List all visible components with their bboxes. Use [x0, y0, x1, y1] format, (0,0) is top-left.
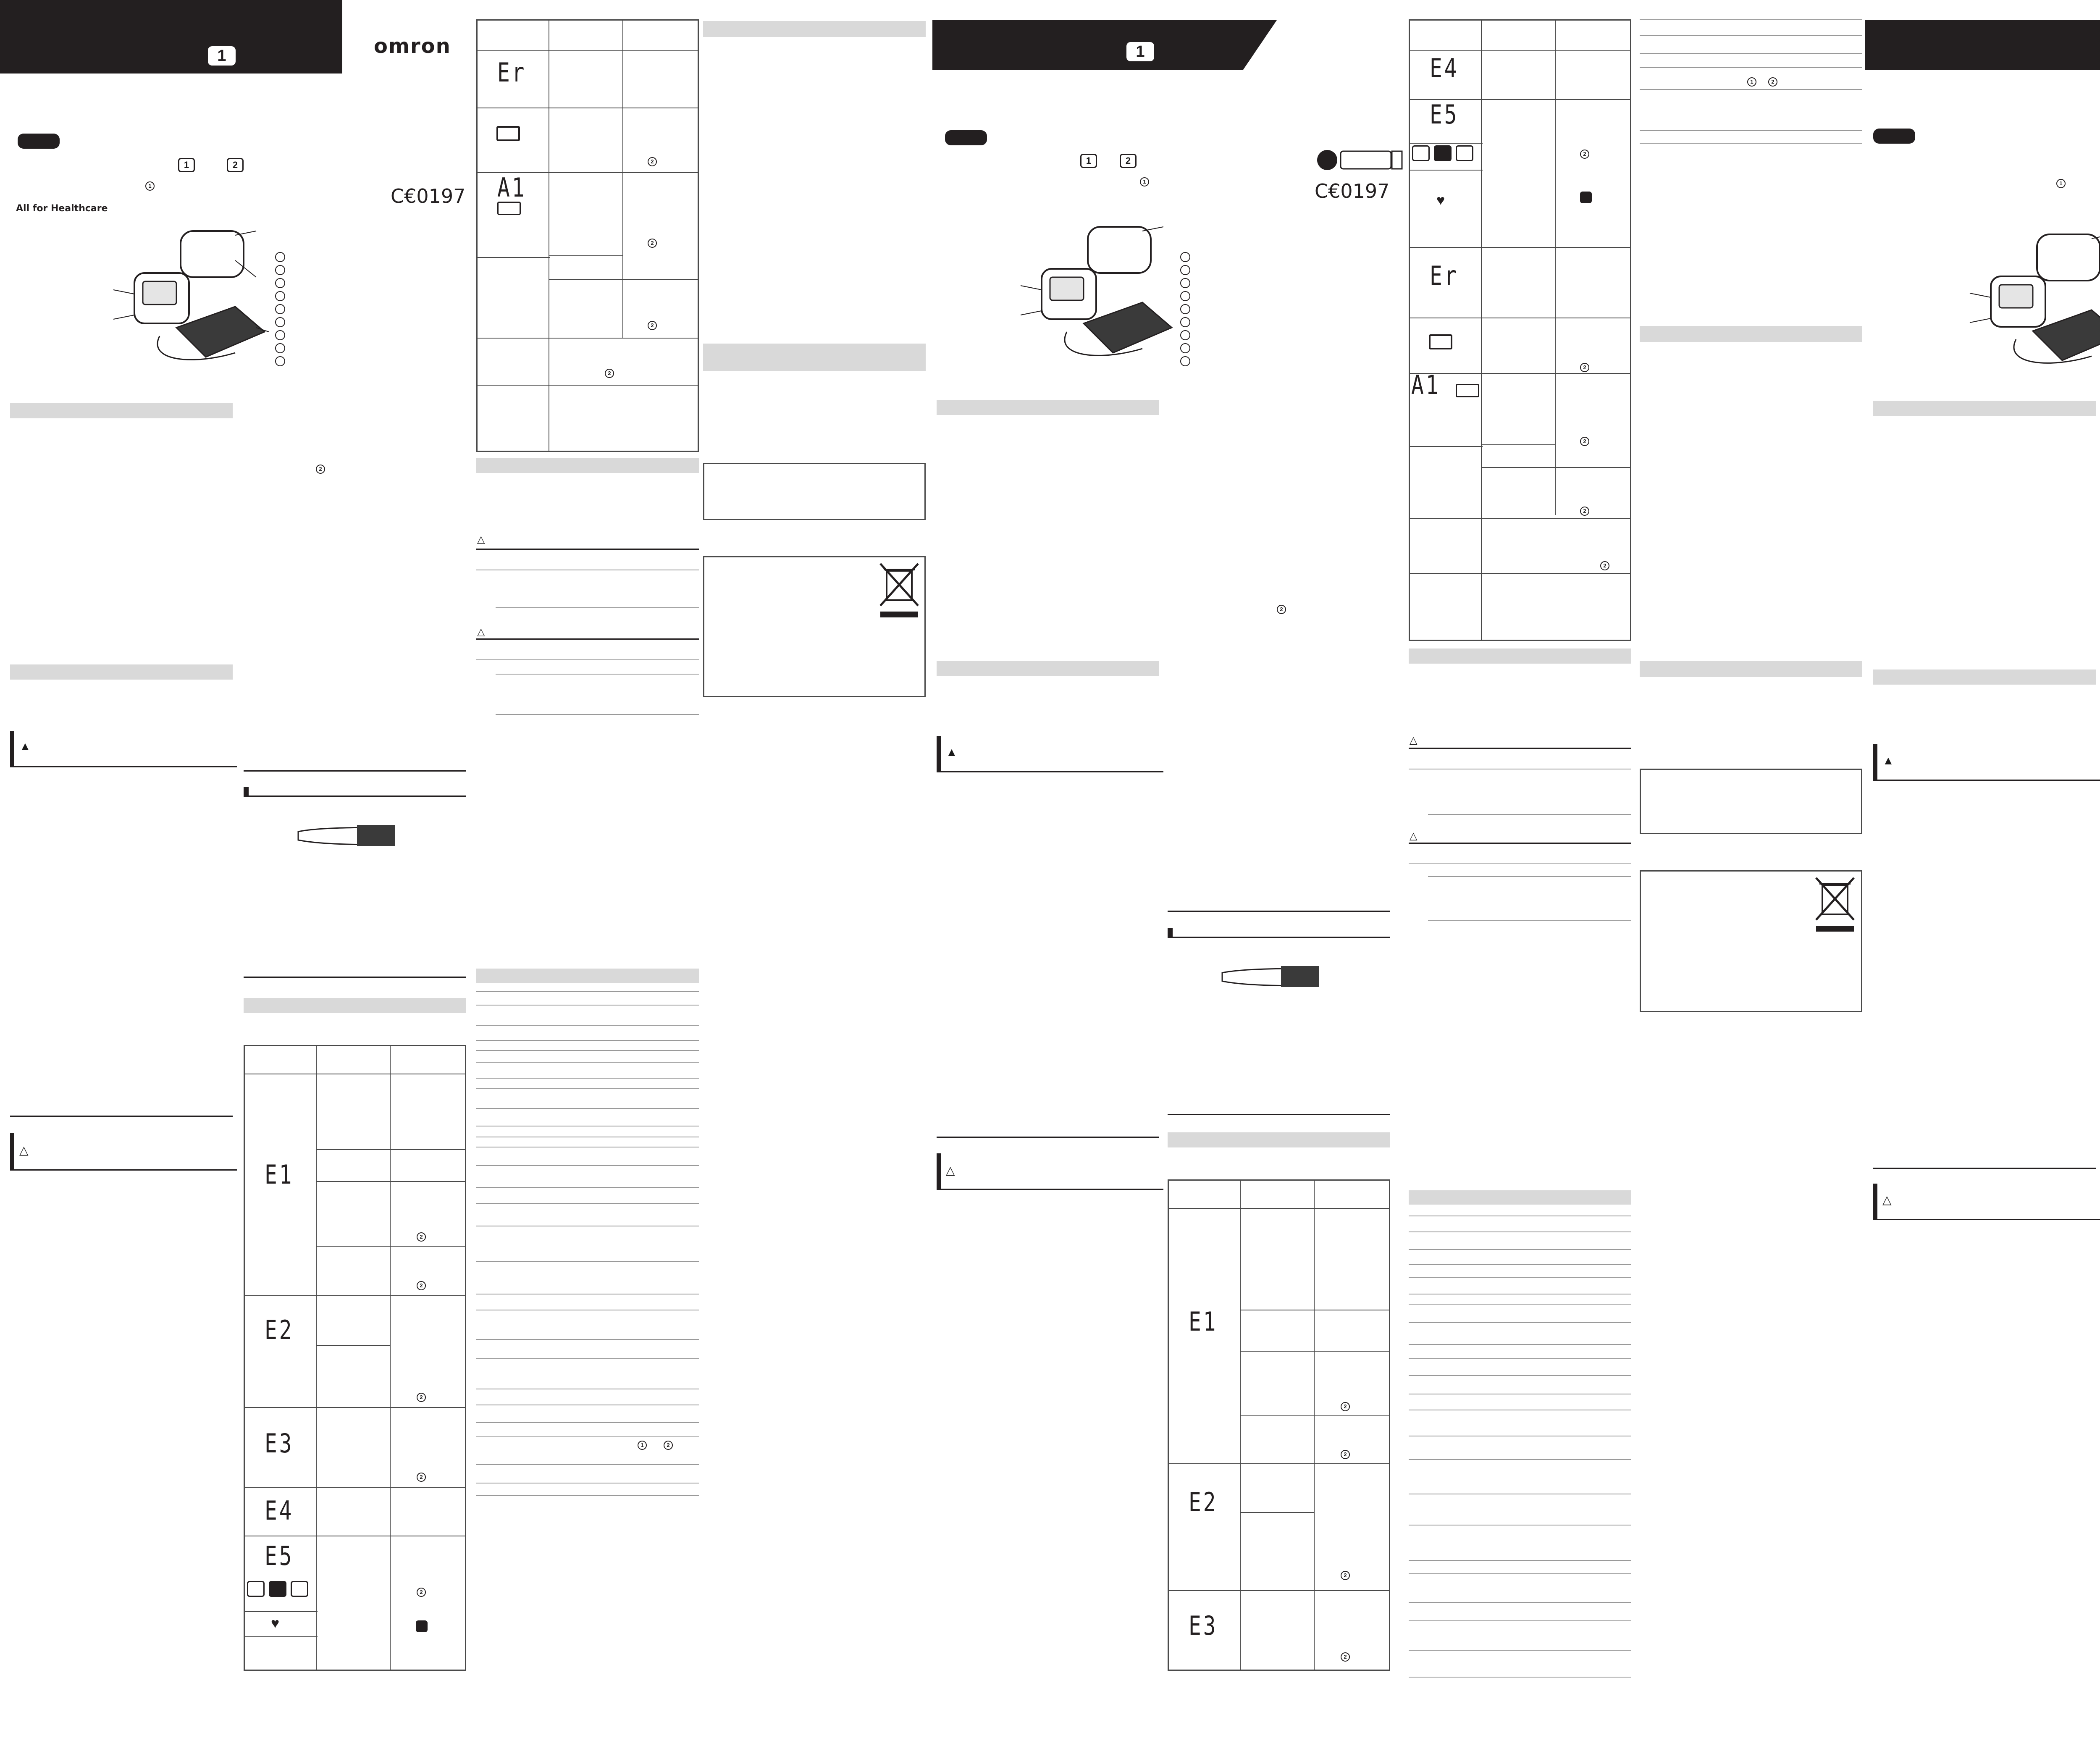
ce-mark: C€0197 [391, 185, 466, 207]
battery-low-icon [497, 202, 521, 215]
error-table [244, 1045, 466, 1671]
ref-two-marker: 2 [1341, 1402, 1350, 1411]
error-code-e3: E3 [1189, 1610, 1218, 1641]
section-header-bar [1873, 401, 2096, 416]
parts-legend [275, 252, 285, 369]
cuff-icon [1412, 145, 1430, 161]
section-header-bar [1640, 326, 1862, 342]
indicator-icon [1580, 192, 1592, 203]
marker-block [1168, 928, 1173, 937]
ref-one-marker: 1 [145, 181, 155, 191]
spec-row [1409, 1677, 1631, 1678]
spec-row [1409, 1264, 1631, 1265]
divider [496, 607, 699, 608]
spec-row [1409, 1249, 1631, 1250]
ref-two-marker: 2 [1341, 1450, 1350, 1459]
spec-row [1640, 130, 1862, 131]
warning-box [10, 731, 237, 767]
spec-row [476, 1050, 699, 1051]
position-icon [291, 1581, 308, 1597]
warning-triangle-icon: ▲ [946, 746, 958, 759]
ref-two-marker: 2 [417, 1281, 426, 1290]
position-icon [1456, 145, 1473, 161]
table-rule [1409, 518, 1631, 519]
error-code-e2: E2 [1189, 1487, 1218, 1518]
divider [244, 796, 466, 797]
page-5 [1865, 0, 2100, 1746]
arm-cuff-illustration [1218, 956, 1344, 994]
error-code-e1: E1 [1189, 1306, 1218, 1337]
header-bar [0, 0, 342, 74]
divider [1428, 814, 1631, 815]
table-rule [1409, 373, 1631, 374]
step-one-box: 1 [1080, 154, 1097, 168]
spec-row [1409, 1602, 1631, 1603]
divider [476, 638, 699, 640]
spec-row [1640, 67, 1862, 68]
table-rule [1481, 467, 1631, 468]
warning-box [1873, 744, 2100, 781]
battery-icon [496, 126, 520, 141]
section-header-bar [1409, 649, 1631, 664]
error-code-e4: E4 [1430, 53, 1459, 84]
spec-row [1409, 1277, 1631, 1278]
page-2-right-column [697, 0, 932, 1746]
parts-legend [1180, 252, 1190, 369]
caution-triangle-icon: △ [19, 1144, 29, 1157]
step-two-box: 2 [1120, 154, 1137, 168]
table-rule [244, 1636, 318, 1637]
omron-logo: omron [374, 34, 451, 58]
error-code-e4: E4 [265, 1495, 294, 1526]
spec-row [476, 1203, 699, 1204]
error-code-er: Er [1430, 260, 1459, 291]
device-illustration [1953, 222, 2100, 381]
table-rule [1168, 1590, 1390, 1591]
section-header-bar [937, 661, 1159, 676]
divider [1409, 843, 1631, 844]
warning-box [937, 736, 1163, 772]
section-header-bar [1873, 670, 2096, 685]
ce-mark: C€0197 [1315, 180, 1390, 202]
ref-two-marker: 2 [1580, 363, 1589, 372]
spec-row [476, 1464, 699, 1465]
section-pill [1873, 129, 1915, 144]
table-rule [476, 338, 699, 339]
caution-box [937, 1153, 1163, 1190]
header-bar [1865, 20, 2100, 70]
spec-row [1640, 19, 1862, 20]
marker-block [244, 787, 249, 796]
spec-row [476, 1062, 699, 1063]
table-rule [1168, 1208, 1390, 1209]
section-header-bar [1640, 661, 1862, 677]
caution-box [1873, 1184, 2100, 1220]
crossed-out-bin-icon [876, 560, 922, 619]
heart-icon: ♥ [271, 1615, 280, 1631]
spec-row [1409, 1358, 1631, 1359]
divider [496, 674, 699, 675]
caution-triangle-icon: △ [477, 626, 485, 638]
divider [496, 714, 699, 715]
error-code-a1: A1 [497, 172, 527, 203]
spec-row [476, 1261, 699, 1262]
table-rule [244, 1487, 466, 1488]
table-rule [244, 1611, 318, 1612]
ref-two-marker: 2 [648, 321, 657, 330]
error-code-e3: E3 [265, 1428, 294, 1459]
section-header-bar [703, 344, 926, 371]
divider [1409, 748, 1631, 749]
page-number-badge: 1 [208, 46, 236, 66]
divider [476, 549, 699, 550]
caution-triangle-icon: △ [477, 534, 485, 545]
table-rule [476, 50, 699, 51]
caution-triangle-icon: △ [946, 1164, 955, 1177]
section-header-bar [476, 458, 699, 473]
page-1 [0, 0, 466, 1746]
ref-two-marker: 2 [1580, 437, 1589, 446]
table-rule [1409, 170, 1483, 171]
ref-two-marker: 2 [1341, 1652, 1350, 1662]
table-rule [1555, 19, 1556, 515]
spec-header-bar [476, 969, 699, 983]
error-code-e2: E2 [265, 1315, 294, 1345]
table-rule [1240, 1415, 1390, 1416]
table-rule [390, 1045, 391, 1671]
spec-row [1409, 1573, 1631, 1574]
divider [1873, 1168, 2096, 1169]
ref-two-marker: 2 [417, 1588, 426, 1597]
divider [244, 977, 466, 978]
spec-row [476, 1358, 699, 1359]
ref-two-marker: 2 [417, 1232, 426, 1242]
tagline: All for Healthcare [16, 203, 108, 214]
ref-two-marker: 2 [605, 369, 614, 378]
table-rule [1314, 1179, 1315, 1671]
table-rule [1409, 143, 1483, 144]
section-header-bar [10, 664, 233, 680]
table-rule [316, 1345, 390, 1346]
spec-row [1640, 143, 1862, 144]
ref-two-marker: 2 [1768, 77, 1777, 87]
divider [244, 770, 466, 772]
warning-triangle-icon: ▲ [19, 740, 31, 753]
table-rule [244, 1295, 466, 1296]
table-rule [476, 385, 699, 386]
spec-row [1640, 89, 1862, 90]
divider [1409, 863, 1631, 864]
spec-row [1409, 1650, 1631, 1651]
ref-two-marker: 2 [316, 465, 325, 474]
divider [10, 1116, 233, 1117]
spec-row [1409, 1459, 1631, 1460]
caution-triangle-icon: △ [1882, 1193, 1892, 1206]
spec-row [476, 1040, 699, 1041]
spec-row [476, 1495, 699, 1496]
page-3 [932, 0, 1399, 1746]
spec-row [1640, 35, 1862, 36]
spec-row [476, 1088, 699, 1089]
section-header-bar [1168, 1132, 1390, 1147]
divider [1168, 937, 1390, 938]
error-code-e5: E5 [265, 1541, 294, 1571]
divider [476, 659, 699, 660]
ref-two-marker: 2 [1580, 507, 1589, 516]
spec-row [476, 1187, 699, 1188]
notice-box [1640, 769, 1862, 834]
spec-row [476, 1078, 699, 1079]
spec-row [1409, 1560, 1631, 1561]
divider [937, 1137, 1159, 1138]
caution-box [10, 1133, 237, 1171]
error-code-er: Er [497, 57, 527, 88]
table-rule [1481, 444, 1555, 445]
heart-icon: ♥ [1436, 192, 1445, 208]
ref-two-marker: 2 [417, 1473, 426, 1482]
device-illustration [1004, 214, 1184, 374]
ref-two-marker: 2 [664, 1441, 673, 1450]
ref-one-marker: 1 [1747, 77, 1756, 87]
spec-row [476, 1108, 699, 1109]
step-one-box: 1 [178, 158, 195, 172]
ref-two-marker: 2 [417, 1393, 426, 1402]
recycling-badge [1315, 145, 1403, 175]
error-code-a1: A1 [1411, 370, 1441, 400]
spec-row [476, 991, 699, 992]
divider [1168, 911, 1390, 912]
spec-row [1409, 1375, 1631, 1376]
divider [1168, 1114, 1390, 1115]
notice-box [703, 463, 926, 520]
device-illustration [97, 218, 277, 378]
ref-one-marker: 1 [1140, 177, 1149, 186]
section-header-bar [703, 21, 926, 37]
spec-header-bar [1409, 1190, 1631, 1205]
battery-low-icon [1456, 384, 1479, 397]
table-rule [1409, 50, 1631, 51]
section-header-bar [244, 998, 466, 1013]
error-code-e1: E1 [265, 1159, 294, 1190]
spec-row [1409, 1231, 1631, 1232]
page-4-right-column [1634, 0, 1865, 1746]
caution-triangle-icon: △ [1410, 830, 1418, 842]
table-rule [1409, 573, 1631, 574]
movement-icon [269, 1581, 286, 1597]
table-rule [549, 255, 622, 256]
error-code-e5: E5 [1430, 99, 1459, 130]
indicator-icon [416, 1620, 428, 1632]
ref-two-marker: 2 [1600, 561, 1609, 570]
table-rule [1240, 1351, 1390, 1352]
ref-one-marker: 1 [638, 1441, 647, 1450]
spec-row [476, 1436, 699, 1437]
section-header-bar [10, 403, 233, 418]
step-two-box: 2 [227, 158, 244, 172]
error-table [1168, 1179, 1390, 1671]
table-rule [1481, 19, 1482, 641]
table-rule [476, 257, 550, 258]
ref-two-marker: 2 [648, 239, 657, 248]
divider [1428, 920, 1631, 921]
table-rule [316, 1181, 466, 1182]
movement-icon [1434, 145, 1452, 161]
spec-row [1409, 1304, 1631, 1305]
spec-row [1640, 53, 1862, 54]
ref-two-marker: 2 [648, 157, 657, 166]
ref-two-marker: 2 [1341, 1571, 1350, 1580]
spec-row [1409, 1620, 1631, 1621]
table-rule [316, 1149, 466, 1150]
ref-one-marker: 1 [2056, 179, 2066, 188]
table-rule [316, 1045, 317, 1671]
spec-row [476, 1165, 699, 1166]
table-rule [1168, 1463, 1390, 1464]
table-rule [1409, 446, 1483, 447]
page-number-badge: 1 [1126, 42, 1154, 61]
header-bar [932, 20, 1277, 70]
spec-row [1409, 1344, 1631, 1345]
table-rule [1240, 1512, 1314, 1513]
section-pill [18, 134, 60, 149]
spec-row [476, 1339, 699, 1340]
crossed-out-bin-icon [1812, 874, 1858, 933]
caution-triangle-icon: △ [1410, 735, 1418, 746]
battery-icon [1429, 334, 1452, 349]
table-rule [622, 19, 623, 339]
ref-two-marker: 2 [1277, 605, 1286, 614]
divider [1428, 876, 1631, 877]
table-rule [244, 1407, 466, 1408]
table-rule [549, 279, 699, 280]
spec-row [476, 1422, 699, 1423]
spec-row [476, 1025, 699, 1026]
spec-row [476, 1005, 699, 1006]
spec-row [1409, 1322, 1631, 1323]
arm-cuff-illustration [294, 815, 420, 853]
section-header-bar [937, 400, 1159, 415]
table-rule [1240, 1179, 1241, 1671]
cuff-icon [247, 1581, 265, 1597]
table-rule [316, 1246, 466, 1247]
warning-triangle-icon: ▲ [1882, 754, 1894, 767]
ref-two-marker: 2 [1580, 150, 1589, 159]
section-pill [945, 130, 987, 145]
table-rule [1409, 247, 1631, 248]
